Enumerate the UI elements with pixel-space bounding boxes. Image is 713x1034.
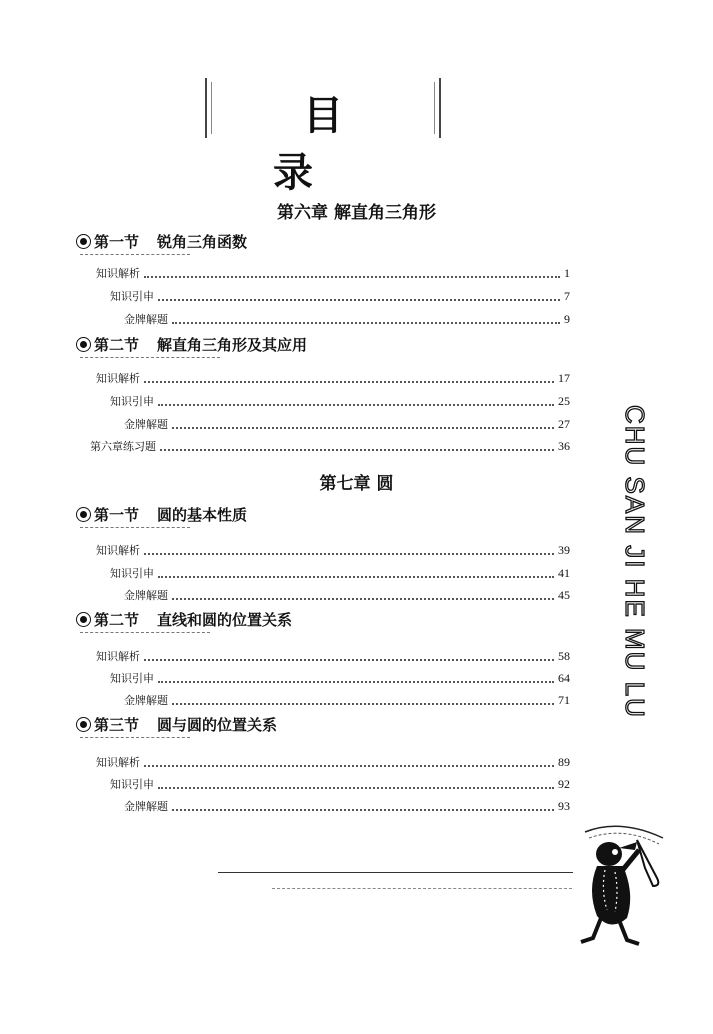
- section-underline: [80, 254, 190, 255]
- toc-page-number: 93: [558, 799, 570, 813]
- section-title: 锐角三角函数: [157, 233, 248, 251]
- leader-dots: [158, 404, 554, 406]
- toc-page-number: 9: [564, 312, 570, 326]
- section-number: 第二节: [94, 336, 140, 354]
- toc-label: 知识解析: [96, 650, 140, 663]
- toc-entry[interactable]: [96, 265, 570, 281]
- toc-entry[interactable]: [96, 754, 570, 770]
- chapter-title: 第六章 解直角三角形: [277, 203, 436, 223]
- section-underline: [80, 357, 220, 358]
- leader-dots: [158, 787, 554, 789]
- toc-entry[interactable]: [110, 288, 570, 304]
- toc-label: 知识解析: [96, 267, 140, 280]
- toc-entry[interactable]: [110, 565, 570, 581]
- toc-entry[interactable]: [110, 670, 570, 686]
- bottom-rule-faint: [272, 888, 572, 889]
- leader-dots: [144, 276, 560, 278]
- toc-label: 知识引申: [110, 395, 154, 408]
- toc-page-number: 92: [558, 777, 570, 791]
- leader-dots: [158, 681, 554, 683]
- title-frame: [205, 78, 441, 196]
- toc-entry[interactable]: [124, 416, 570, 432]
- toc-page-number: 27: [558, 417, 570, 431]
- section-title: 圆与圆的位置关系: [157, 716, 278, 734]
- section-heading[interactable]: [76, 609, 292, 630]
- leader-dots: [158, 576, 554, 578]
- toc-label: 知识解析: [96, 756, 140, 769]
- toc-label: 知识引申: [110, 672, 154, 685]
- bullet-icon: [76, 717, 91, 732]
- toc-label: 知识解析: [96, 372, 140, 385]
- leader-dots: [172, 809, 554, 811]
- toc-label: 金牌解题: [124, 589, 168, 602]
- side-title-vertical: CHU SAN JI HE MU LU: [620, 405, 650, 719]
- toc-label: 知识引申: [110, 778, 154, 791]
- leader-dots: [172, 427, 554, 429]
- toc-entry[interactable]: [124, 587, 570, 603]
- leader-dots: [144, 765, 554, 767]
- section-heading[interactable]: [76, 231, 247, 252]
- bullet-icon: [76, 612, 91, 627]
- leader-dots: [144, 381, 554, 383]
- bullet-icon: [76, 234, 91, 249]
- toc-entry[interactable]: [124, 311, 570, 327]
- toc-label: 金牌解题: [124, 313, 168, 326]
- toc-entry[interactable]: [110, 776, 570, 792]
- leader-dots: [172, 322, 560, 324]
- section-number: 第一节: [94, 506, 140, 524]
- toc-page-number: 45: [558, 588, 570, 602]
- leader-dots: [172, 703, 554, 705]
- toc-label: 知识引申: [110, 290, 154, 303]
- toc-page-number: 64: [558, 671, 570, 685]
- toc-page-number: 1: [564, 266, 570, 280]
- toc-page-number: 71: [558, 693, 570, 707]
- section-number: 第一节: [94, 233, 140, 251]
- toc-label: 知识引申: [110, 567, 154, 580]
- leader-dots: [160, 449, 554, 451]
- toc-entry[interactable]: [124, 692, 570, 708]
- toc-page-number: 17: [558, 371, 570, 385]
- toc-label: 金牌解题: [124, 694, 168, 707]
- toc-entry[interactable]: [96, 648, 570, 664]
- section-number: 第二节: [94, 611, 140, 629]
- toc-label: 第六章练习题: [90, 440, 156, 453]
- leader-dots: [172, 598, 554, 600]
- bullet-icon: [76, 507, 91, 522]
- section-title: 圆的基本性质: [157, 506, 248, 524]
- toc-entry[interactable]: [110, 393, 570, 409]
- section-underline: [80, 527, 190, 528]
- toc-entry[interactable]: [96, 370, 570, 386]
- toc-entry[interactable]: [124, 798, 570, 814]
- toc-page-number: 36: [558, 439, 570, 453]
- section-heading[interactable]: [76, 714, 277, 735]
- bottom-rule: [218, 872, 573, 873]
- toc-label: 金牌解题: [124, 800, 168, 813]
- section-heading[interactable]: [76, 504, 247, 525]
- toc-entry[interactable]: [90, 438, 570, 454]
- leader-dots: [158, 299, 560, 301]
- section-underline: [80, 737, 190, 738]
- toc-page-number: 7: [564, 289, 570, 303]
- page-title: 目 录: [273, 92, 403, 196]
- section-underline: [80, 632, 210, 633]
- leader-dots: [144, 553, 554, 555]
- toc-page-number: 25: [558, 394, 570, 408]
- toc-page-number: 89: [558, 755, 570, 769]
- leader-dots: [144, 659, 554, 661]
- chapter-title: 第七章 圆: [319, 474, 394, 494]
- section-heading[interactable]: [76, 334, 307, 355]
- bullet-icon: [76, 337, 91, 352]
- toc-page-number: 41: [558, 566, 570, 580]
- section-title: 直线和圆的位置关系: [157, 611, 293, 629]
- toc-label: 知识解析: [96, 544, 140, 557]
- section-title: 解直角三角形及其应用: [157, 336, 308, 354]
- mascot-illustration: [575, 820, 670, 950]
- toc-entry[interactable]: [96, 542, 570, 558]
- toc-label: 金牌解题: [124, 418, 168, 431]
- toc-page-number: 58: [558, 649, 570, 663]
- toc-page-number: 39: [558, 543, 570, 557]
- section-number: 第三节: [94, 716, 140, 734]
